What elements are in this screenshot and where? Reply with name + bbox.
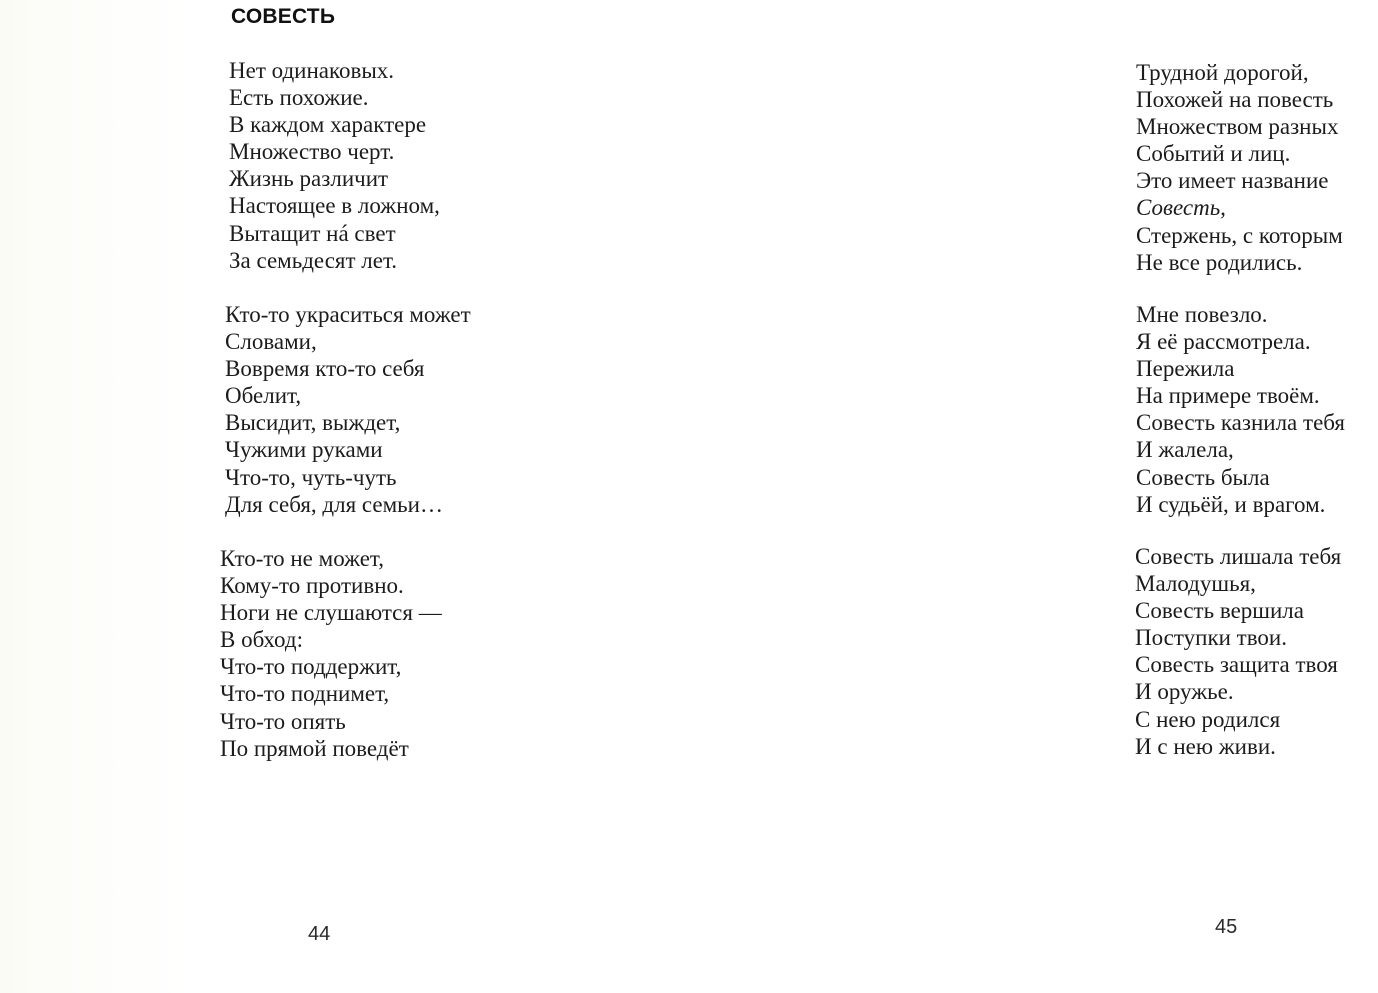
poem-line: И оружье. [1135,679,1234,705]
page-number: 45 [1215,916,1238,938]
stanza-6 [1135,543,1341,760]
stanza-5 [1136,301,1345,518]
poem-line: С нею родился [1135,706,1281,732]
poem-line: Вытащит нá свет [229,220,396,246]
poem-line: Вовремя кто-то себя [225,356,425,382]
poem-line: Кто-то украситься может [225,302,471,327]
poem-line: Ноги не слушаются — [220,600,442,626]
poem-line: Совесть лишала тебя [1135,544,1342,569]
poem-line: Что-то поднимет, [220,681,390,707]
poem-title: СОВЕСТЬ [231,5,336,28]
poem-line: Совесть казнила тебя [1136,410,1345,436]
poem-line: Есть похожие. [229,85,369,111]
poem-line: Совесть вершила [1135,598,1304,624]
poem-line: Поступки твои. [1135,625,1287,651]
poem-line: Жизнь различит [229,166,389,192]
poem-line: Кто-то не может, [220,546,384,571]
poem-line: Множеством разных [1136,114,1339,140]
poem-line: И судьёй, и врагом. [1136,491,1326,517]
poem-line-emphasis: Совесть, [1136,195,1226,221]
poem-line: Совесть была [1136,464,1270,490]
poem-line: Нет одинаковых. [229,58,395,83]
poem-line: Совесть защита твоя [1135,652,1338,678]
poem-line: Малодушья, [1135,571,1256,597]
poem-line: И жалела, [1136,437,1234,463]
poem-line: Кому-то противно. [220,573,404,599]
poem-line: Пережила [1136,356,1235,382]
stanza-2 [225,301,471,518]
poem-line: Для себя, для семьи… [225,491,443,517]
poem-line: Что-то опять [220,708,346,734]
poem-line: Настоящее в ложном, [229,193,440,219]
poem-line: Множество черт. [229,139,395,165]
poem-line: По прямой поведёт [220,735,409,761]
poem-line: Чужими руками [225,437,383,463]
stanza-3 [220,545,442,762]
poem-line: Трудной дорогой, [1136,60,1309,85]
poem-line: Это имеет название [1136,168,1329,194]
poem-line: Обелит, [225,383,302,409]
poem-line: Что-то поддержит, [220,654,402,680]
poem-line: Событий и лиц. [1136,141,1291,167]
poem-line: В каждом характере [229,112,427,138]
stanza-1 [229,57,440,274]
poem-line: И с нею живи. [1135,733,1276,759]
page-number: 44 [308,923,331,945]
right-page [690,0,1378,993]
stanza-4 [1136,59,1343,276]
poem-line: Похожей на повесть [1136,87,1334,113]
poem-line: За семьдесят лет. [229,247,398,273]
poem-line: Высидит, выждет, [225,410,401,436]
poem-line: На примере твоём. [1136,383,1320,409]
poem-line: Мне повезло. [1136,302,1268,327]
poem-line: Я её рассмотрела. [1136,329,1311,355]
poem-line: Не все родились. [1136,249,1303,275]
poem-line: Словами, [225,329,317,355]
poem-line: В обход: [220,627,303,653]
poem-line: Что-то, чуть-чуть [225,464,397,490]
poem-line: Стержень, с которым [1136,222,1343,248]
